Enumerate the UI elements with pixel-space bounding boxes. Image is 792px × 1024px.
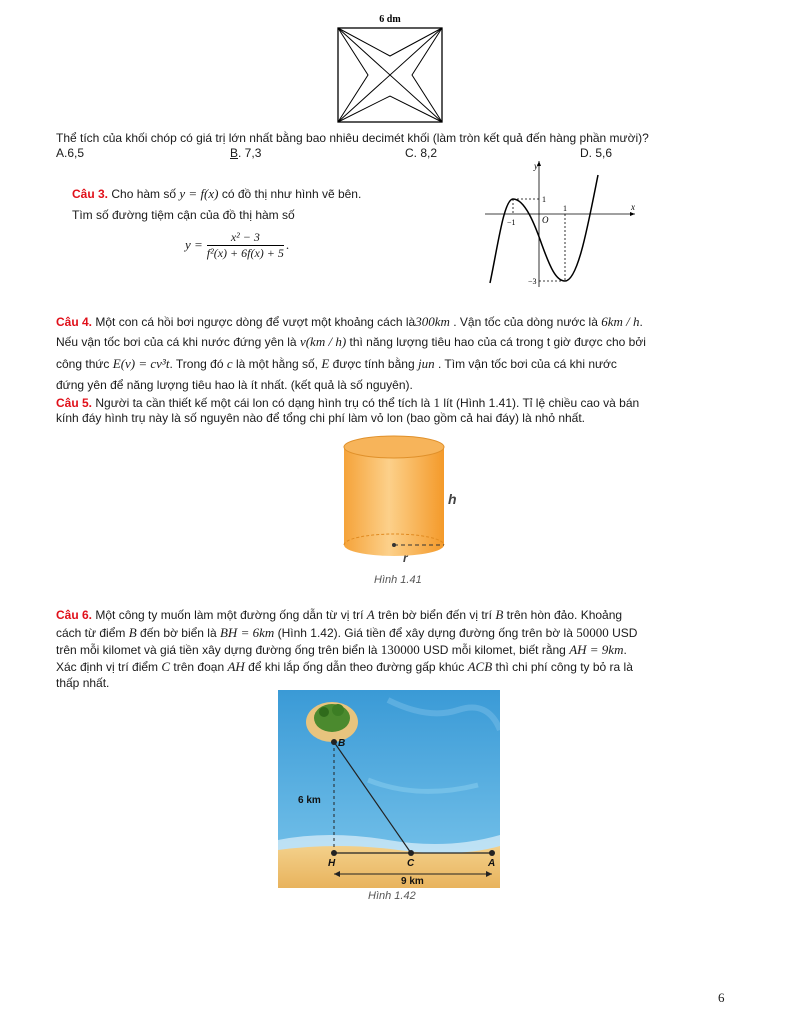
q4-line2 [56, 333, 736, 351]
q3-text1: Cho hàm số [111, 187, 177, 201]
q4-line3 [56, 355, 736, 373]
q3-graph [480, 155, 640, 290]
q3-graph-tick-y1: 1 [542, 195, 546, 204]
q3-line2: Tìm số đường tiệm cận của đồ thị hàm số [72, 208, 295, 222]
q4-line1: Câu 4. Một con cá hồi bơi ngược dòng để vượt một khoảng cách là300km . Vận tốc của dòng nước là 6km / h. [56, 314, 643, 329]
option-b-value: . 7,3 [238, 146, 262, 160]
q5-label: Câu 5. [56, 396, 93, 410]
q4-text: Nếu vận tốc bơi của cá khi nước đứng yên là [56, 335, 297, 349]
q3-graph-origin: O [542, 215, 549, 225]
option-d: D. 5,6 [580, 146, 613, 160]
cylinder-h-label: h [448, 491, 457, 507]
q4-v: v(km / h) [299, 334, 347, 349]
q6-cost2: 130000 [380, 642, 420, 657]
q6-ah: AH = 9km [569, 642, 624, 657]
q6-text: trên hòn đảo. Khoảng [506, 608, 623, 622]
q3-formula-lhs: y = [185, 237, 203, 252]
q4-e: E(v) = cv³t [112, 356, 170, 371]
q3-label: Câu 3. [72, 187, 109, 201]
q5-text: Người ta cần thiết kế một cái lon có dạng hình trụ có thể tích là [95, 396, 431, 410]
q6-label: Câu 6. [56, 608, 93, 622]
island-label-c: C [407, 858, 415, 869]
q4-text: công thức [56, 357, 110, 371]
page-number: 6 [718, 990, 725, 1005]
q4-jun: jun [417, 356, 435, 371]
q4-text: . Trong đó [169, 357, 224, 371]
q6-cost1: 50000 [576, 625, 609, 640]
option-b [230, 145, 261, 162]
top-figure-label: 6 dm [379, 14, 401, 25]
q4-text: thì năng lượng tiêu hao của cá trong t giờ được cho bởi [349, 335, 646, 349]
cylinder-caption: Hình 1.41 [374, 574, 422, 586]
q3-denominator: f²(x) + 6f(x) + 5 [206, 245, 284, 260]
q3-numerator: x² − 3 [230, 229, 260, 244]
q6-text: thì chi phí công ty bỏ ra là [495, 660, 633, 674]
island-label-bh: 6 km [298, 795, 321, 806]
q6-text: để khi lắp ống dẫn theo đường gấp khúc [248, 660, 465, 674]
q6-bh: BH = 6km [219, 625, 275, 640]
q6-line5: thấp nhất. [56, 676, 110, 690]
q6-text: USD mỗi kilomet, biết rằng [423, 643, 566, 657]
q3-formula: y = x² − 3 f²(x) + 6f(x) + 5 . [185, 229, 290, 260]
q4-e-symbol: E [321, 356, 330, 371]
island-label-h: H [328, 858, 336, 869]
option-a: A.6,5 [56, 146, 85, 160]
option-c: C. 8,2 [405, 146, 438, 160]
cylinder-figure [335, 430, 475, 590]
q6-text: trên bờ biển đến vị trí [378, 608, 492, 622]
q5-line2: kính đáy hình trụ này là số nguyên nào để tổng chi phí làm vỏ lon (bao gồm cả hai đáy) là nhỏ nhất. [56, 411, 586, 425]
q6-text: (Hình 1.42). Giá tiền để xây dựng đường ống trên bờ là [277, 626, 573, 640]
island-figure [278, 690, 500, 888]
island-label-b: B [338, 738, 346, 749]
island-label-a: A [488, 858, 496, 869]
q3-line1 [72, 185, 361, 203]
q4-line4: đứng yên để năng lượng tiêu hao là ít nhất. (kết quả là số nguyên). [56, 378, 413, 392]
q6-text: Một công ty muốn làm một đường ống dẫn từ vị trí [95, 608, 364, 622]
q3-graph-y: y [534, 161, 538, 171]
q6-line1 [56, 606, 736, 624]
q4-label: Câu 4. [56, 315, 93, 329]
q6-b: B [495, 607, 504, 622]
q6-a: A [366, 607, 375, 622]
q6-text: Xác định vị trí điểm [56, 660, 159, 674]
q6-line4 [56, 658, 736, 676]
q6-ah-segment: AH [227, 659, 245, 674]
q6-text: cách từ điểm [56, 626, 126, 640]
q5-one: 1 [433, 395, 440, 410]
q6-b: B [128, 625, 137, 640]
top-figure [330, 8, 450, 123]
q6-acb: ACB [467, 659, 493, 674]
q3-graph-tick-xm1: −1 [507, 218, 516, 227]
island-caption: Hình 1.42 [368, 890, 416, 902]
q4-text: là một hằng số, [235, 357, 319, 371]
q4-text: được tính bằng [332, 357, 415, 371]
q6-line3: trên mỗi kilomet và giá tiền xây dựng đường ống trên biển là 130000 USD mỗi kilomet, biết rằng AH = 9km. [56, 642, 627, 657]
q6-text: trên đoạn [173, 660, 225, 674]
q6-usd: USD [612, 626, 638, 640]
q4-speed: 6km / h [601, 314, 640, 329]
q3-graph-x: x [631, 202, 635, 212]
q4-c: c [226, 356, 233, 371]
cylinder-r-label: r [403, 551, 408, 565]
q4-text: Một con cá hồi bơi ngược dòng để vượt một khoảng cách là [95, 315, 416, 329]
q6-text: đến bờ biển là [140, 626, 217, 640]
question-line: Thể tích của khối chóp có giá trị lớn nhất bằng bao nhiêu decimét khối (làm tròn kết quả đến hàng phần mười)? [56, 131, 649, 145]
q3-graph-tick-x1: 1 [563, 204, 567, 213]
option-b-letter: B [230, 146, 239, 160]
q6-text: trên mỗi kilomet và giá tiền xây dựng đường ống trên biển là [56, 643, 378, 657]
q3-graph-tick-ym3: −3 [528, 277, 537, 286]
q4-text: . Vận tốc của dòng nước là [453, 315, 598, 329]
island-label-ah: 9 km [401, 876, 424, 887]
q4-distance: 300km [415, 314, 450, 329]
q3-text2: có đồ thị như hình vẽ bên. [221, 187, 362, 201]
q6-line2 [56, 624, 736, 642]
q5-text: lít (Hình 1.41). Tỉ lệ chiều cao và bán [443, 396, 640, 410]
q3-func: y = f(x) [179, 186, 219, 201]
q4-text: . Tìm vận tốc bơi của cá khi nước [437, 357, 617, 371]
q6-c: C [161, 659, 171, 674]
